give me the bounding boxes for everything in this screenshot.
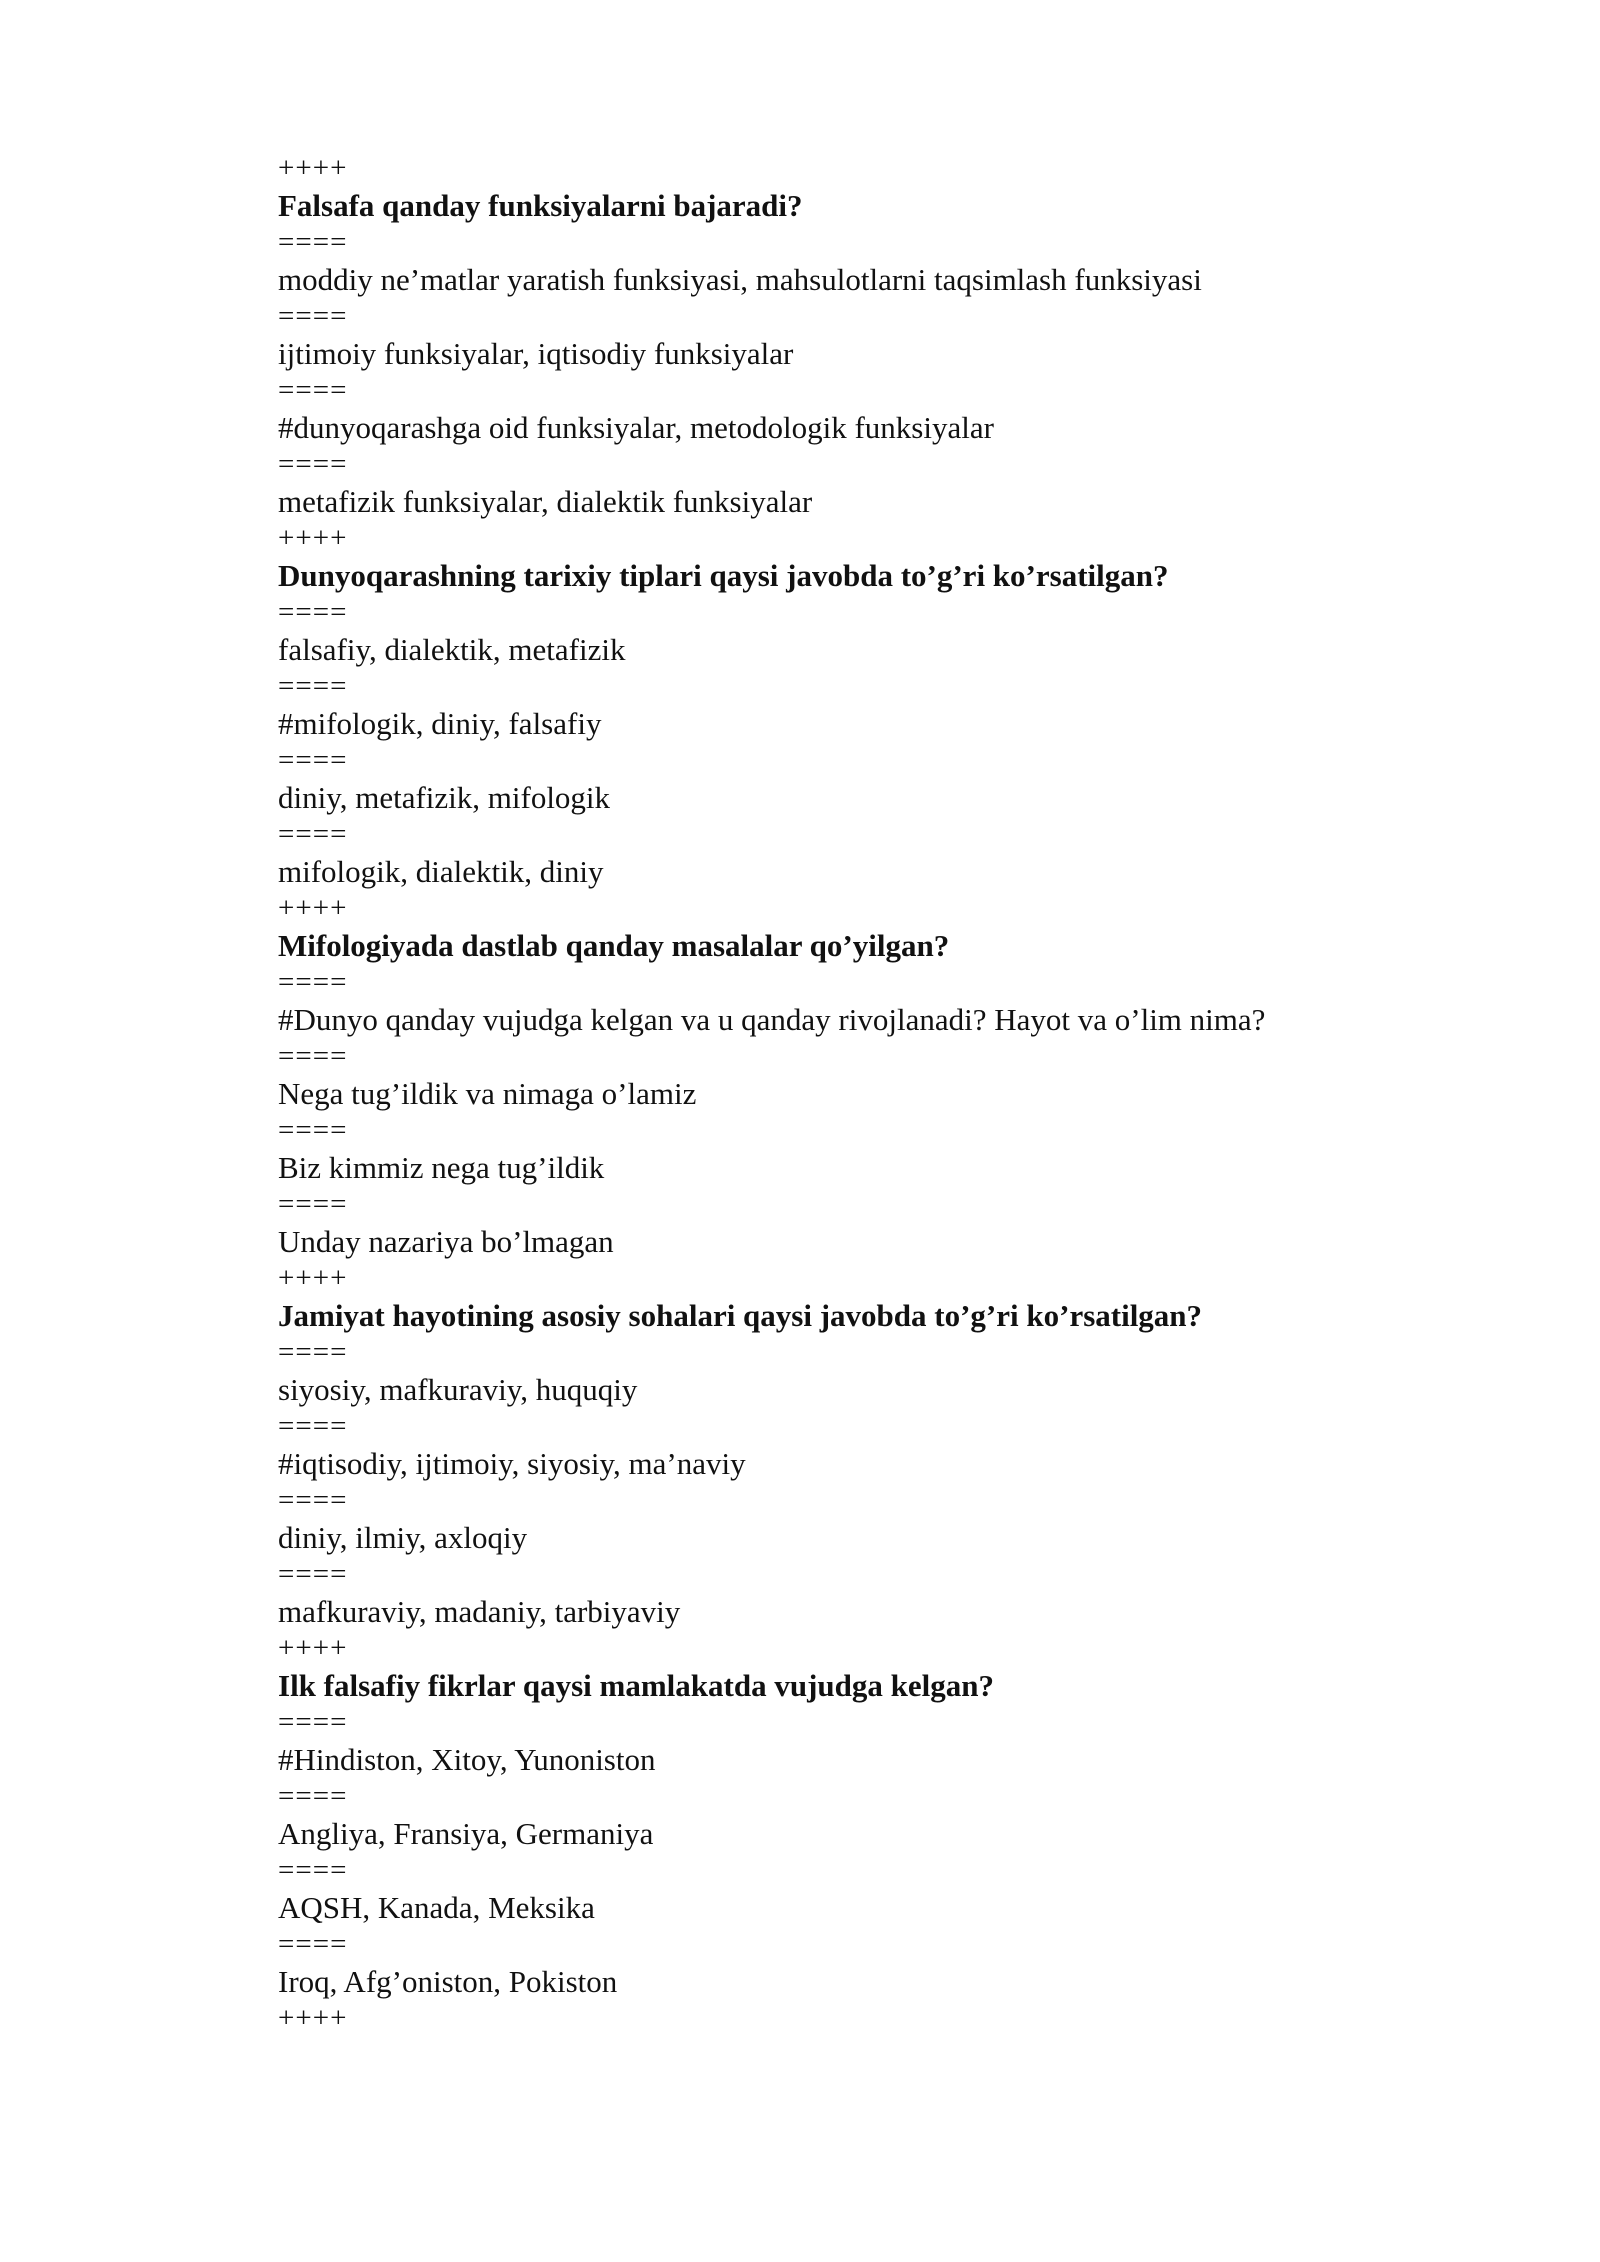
answer-option: #Hindiston, Xitoy, Yunoniston <box>278 1742 656 1777</box>
option-delimiter: ==== <box>278 1410 348 1442</box>
answer-option: Angliya, Fransiya, Germaniya <box>278 1816 654 1851</box>
option-delimiter: ==== <box>278 1040 348 1072</box>
answer-option: Biz kimmiz nega tug’ildik <box>278 1150 605 1185</box>
option-delimiter: ==== <box>278 1188 348 1220</box>
option-delimiter: ==== <box>278 966 348 998</box>
option-delimiter: ==== <box>278 1706 348 1738</box>
question-text: Dunyoqarashning tarixiy tiplari qaysi javobda to’g’ri ko’rsatilgan? <box>278 558 1169 593</box>
option-delimiter: ==== <box>278 300 348 332</box>
question-delimiter: ++++ <box>278 152 348 184</box>
question-text: Jamiyat hayotining asosiy sohalari qaysi javobda to’g’ri ko’rsatilgan? <box>278 1298 1203 1333</box>
option-delimiter: ==== <box>278 1336 348 1368</box>
question-text: Falsafa qanday funksiyalarni bajaradi? <box>278 188 803 223</box>
question-delimiter: ++++ <box>278 892 348 924</box>
answer-option: diniy, metafizik, mifologik <box>278 780 611 815</box>
option-delimiter: ==== <box>278 744 348 776</box>
option-delimiter: ==== <box>278 1558 348 1590</box>
answer-option: siyosiy, mafkuraviy, huquqiy <box>278 1372 638 1407</box>
answer-option: Nega tug’ildik va nimaga o’lamiz <box>278 1076 697 1111</box>
option-delimiter: ==== <box>278 1484 348 1516</box>
answer-option: Unday nazariya bo’lmagan <box>278 1224 614 1259</box>
answer-option: Iroq, Afg’oniston, Pokiston <box>278 1964 618 1999</box>
question-text: Ilk falsafiy fikrlar qaysi mamlakatda vujudga kelgan? <box>278 1668 994 1703</box>
answer-option: mifologik, dialektik, diniy <box>278 854 604 889</box>
answer-option: #iqtisodiy, ijtimoiy, siyosiy, ma’naviy <box>278 1446 746 1481</box>
answer-option: diniy, ilmiy, axloqiy <box>278 1520 528 1555</box>
answer-option: moddiy ne’matlar yaratish funksiyasi, mahsulotlarni taqsimlash funksiyasi <box>278 262 1202 297</box>
answer-option: mafkuraviy, madaniy, tarbiyaviy <box>278 1594 681 1629</box>
option-delimiter: ==== <box>278 226 348 258</box>
question-delimiter: ++++ <box>278 2002 348 2034</box>
option-delimiter: ==== <box>278 596 348 628</box>
option-delimiter: ==== <box>278 818 348 850</box>
answer-option: metafizik funksiyalar, dialektik funksiyalar <box>278 484 813 519</box>
answer-option: #dunyoqarashga oid funksiyalar, metodologik funksiyalar <box>278 410 994 445</box>
answer-option: #Dunyo qanday vujudga kelgan va u qanday rivojlanadi? Hayot va o’lim nima? <box>278 1002 1266 1037</box>
question-text: Mifologiyada dastlab qanday masalalar qo’yilgan? <box>278 928 950 963</box>
option-delimiter: ==== <box>278 1114 348 1146</box>
question-delimiter: ++++ <box>278 522 348 554</box>
option-delimiter: ==== <box>278 374 348 406</box>
answer-option: falsafiy, dialektik, metafizik <box>278 632 626 667</box>
option-delimiter: ==== <box>278 1928 348 1960</box>
option-delimiter: ==== <box>278 1780 348 1812</box>
question-delimiter: ++++ <box>278 1262 348 1294</box>
option-delimiter: ==== <box>278 1854 348 1886</box>
question-delimiter: ++++ <box>278 1632 348 1664</box>
answer-option: AQSH, Kanada, Meksika <box>278 1890 595 1925</box>
answer-option: #mifologik, diniy, falsafiy <box>278 706 602 741</box>
test-question-list <box>278 150 1478 2037</box>
option-delimiter: ==== <box>278 670 348 702</box>
answer-option: ijtimoiy funksiyalar, iqtisodiy funksiyalar <box>278 336 794 371</box>
option-delimiter: ==== <box>278 448 348 480</box>
